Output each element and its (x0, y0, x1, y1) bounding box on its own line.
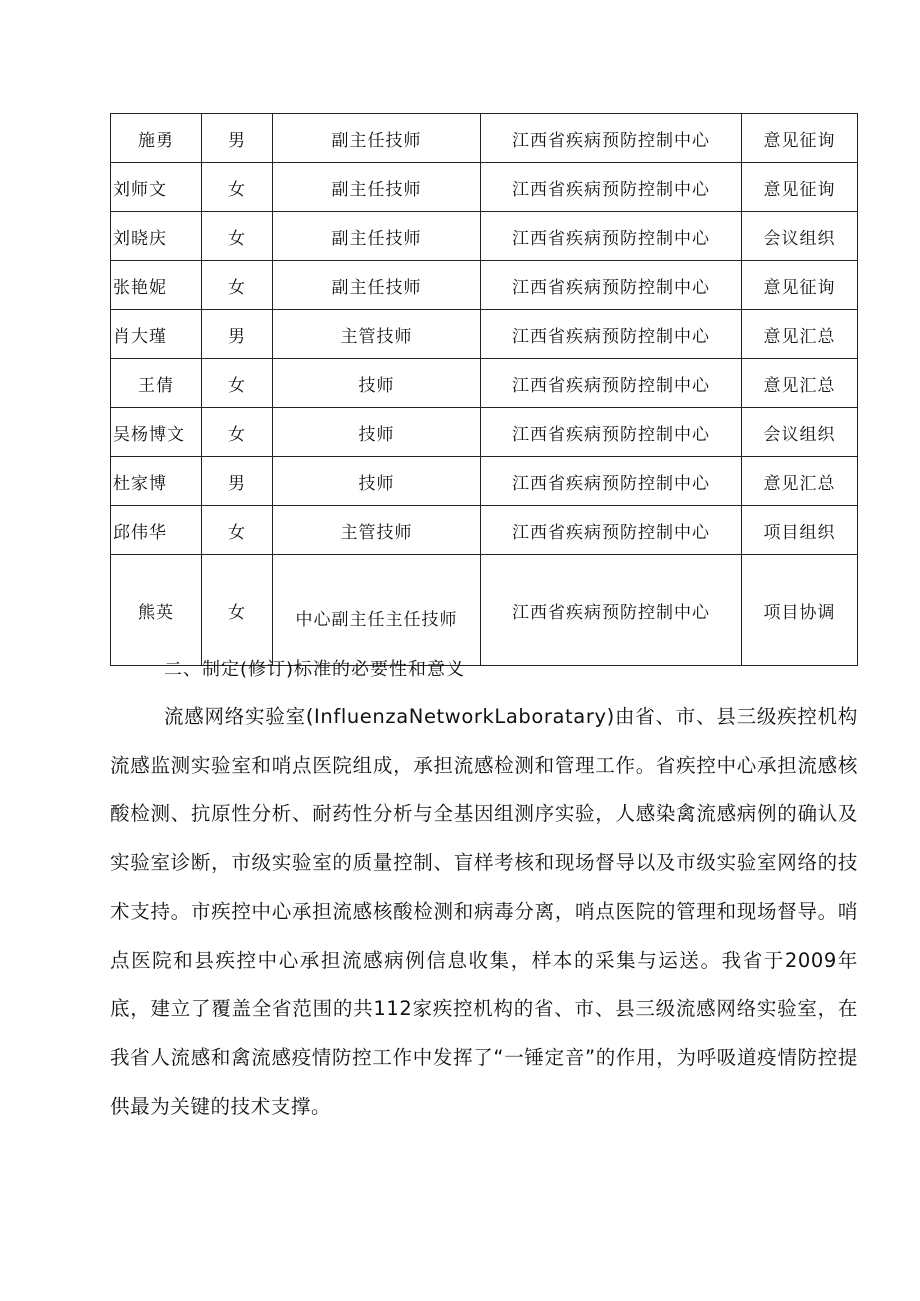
person-title: 主管技师 (273, 506, 481, 555)
table-row (111, 359, 858, 408)
section-heading: 二、制定(修订)标准的必要性和意义 (164, 659, 466, 680)
person-gender: 女 (202, 506, 273, 555)
person-title: 技师 (273, 457, 481, 506)
person-name: 施勇 (111, 114, 202, 163)
person-role: 意见汇总 (742, 359, 858, 408)
person-organization: 江西省疾病预防控制中心 (481, 359, 742, 408)
person-organization: 江西省疾病预防控制中心 (481, 457, 742, 506)
person-gender: 男 (202, 114, 273, 163)
person-name: 王倩 (111, 359, 202, 408)
person-name: 肖大瑾 (111, 310, 202, 359)
personnel-table (110, 113, 858, 666)
person-title: 技师 (273, 359, 481, 408)
person-gender: 男 (202, 457, 273, 506)
table-row (111, 114, 858, 163)
table-row (111, 506, 858, 555)
person-role: 项目协调 (742, 555, 858, 666)
person-title: 副主任技师 (273, 163, 481, 212)
table-row (111, 555, 858, 666)
person-gender: 女 (202, 555, 273, 666)
person-role: 意见汇总 (742, 457, 858, 506)
person-organization: 江西省疾病预防控制中心 (481, 408, 742, 457)
person-title: 副主任技师 (273, 212, 481, 261)
body-paragraph: 流感网络实验室(InfluenzaNetworkLaboratary)由省、市、县三级疾控机构流感监测实验室和哨点医院组成，承担流感检测和管理工作。省疾控中心承担流感核酸检测、抗原性分析、耐药性分析与全基因组测序实验，人感染禽流感病例的确认及实验室诊断，市级实验室的质量控制、盲样考核和现场督导以及市级实验室网络的技术支持。市疾控中心承担流感核酸检测和病毒分离，哨点医院的管理和现场督导。哨点医院和县疾控中心承担流感病例信息收集，样本的采集与运送。我省于2009年底，建立了覆盖全省范围的共112家疾控机构的省、市、县三级流感网络实验室，在我省人流感和禽流感疫情防控工作中发挥了“一锤定音”的作用，为呼吸道疫情防控提供最为关键的技术支撑。 (110, 705, 858, 1118)
person-organization: 江西省疾病预防控制中心 (481, 114, 742, 163)
person-title: 副主任技师 (273, 114, 481, 163)
person-gender: 女 (202, 163, 273, 212)
person-role: 意见征询 (742, 163, 858, 212)
person-name: 吴杨博文 (111, 408, 202, 457)
person-role: 意见汇总 (742, 310, 858, 359)
person-name: 刘晓庆 (111, 212, 202, 261)
person-role: 意见征询 (742, 114, 858, 163)
person-organization: 江西省疾病预防控制中心 (481, 310, 742, 359)
person-role: 项目组织 (742, 506, 858, 555)
table-row (111, 212, 858, 261)
person-name: 刘师文 (111, 163, 202, 212)
person-gender: 女 (202, 261, 273, 310)
person-name: 熊英 (111, 555, 202, 666)
person-organization: 江西省疾病预防控制中心 (481, 212, 742, 261)
person-organization: 江西省疾病预防控制中心 (481, 163, 742, 212)
person-organization: 江西省疾病预防控制中心 (481, 261, 742, 310)
person-gender: 女 (202, 212, 273, 261)
person-title: 主管技师 (273, 310, 481, 359)
person-organization: 江西省疾病预防控制中心 (481, 555, 742, 666)
person-gender: 女 (202, 408, 273, 457)
person-gender: 男 (202, 310, 273, 359)
person-role: 会议组织 (742, 408, 858, 457)
table-row (111, 457, 858, 506)
table-row (111, 261, 858, 310)
table-row (111, 163, 858, 212)
person-gender: 女 (202, 359, 273, 408)
person-name: 张艳妮 (111, 261, 202, 310)
person-role: 意见征询 (742, 261, 858, 310)
person-role: 会议组织 (742, 212, 858, 261)
person-title: 中心副主任主任技师 (273, 555, 481, 666)
person-name: 邱伟华 (111, 506, 202, 555)
person-title: 副主任技师 (273, 261, 481, 310)
person-organization: 江西省疾病预防控制中心 (481, 506, 742, 555)
table-row (111, 310, 858, 359)
person-name: 杜家博 (111, 457, 202, 506)
table-row (111, 408, 858, 457)
person-title: 技师 (273, 408, 481, 457)
